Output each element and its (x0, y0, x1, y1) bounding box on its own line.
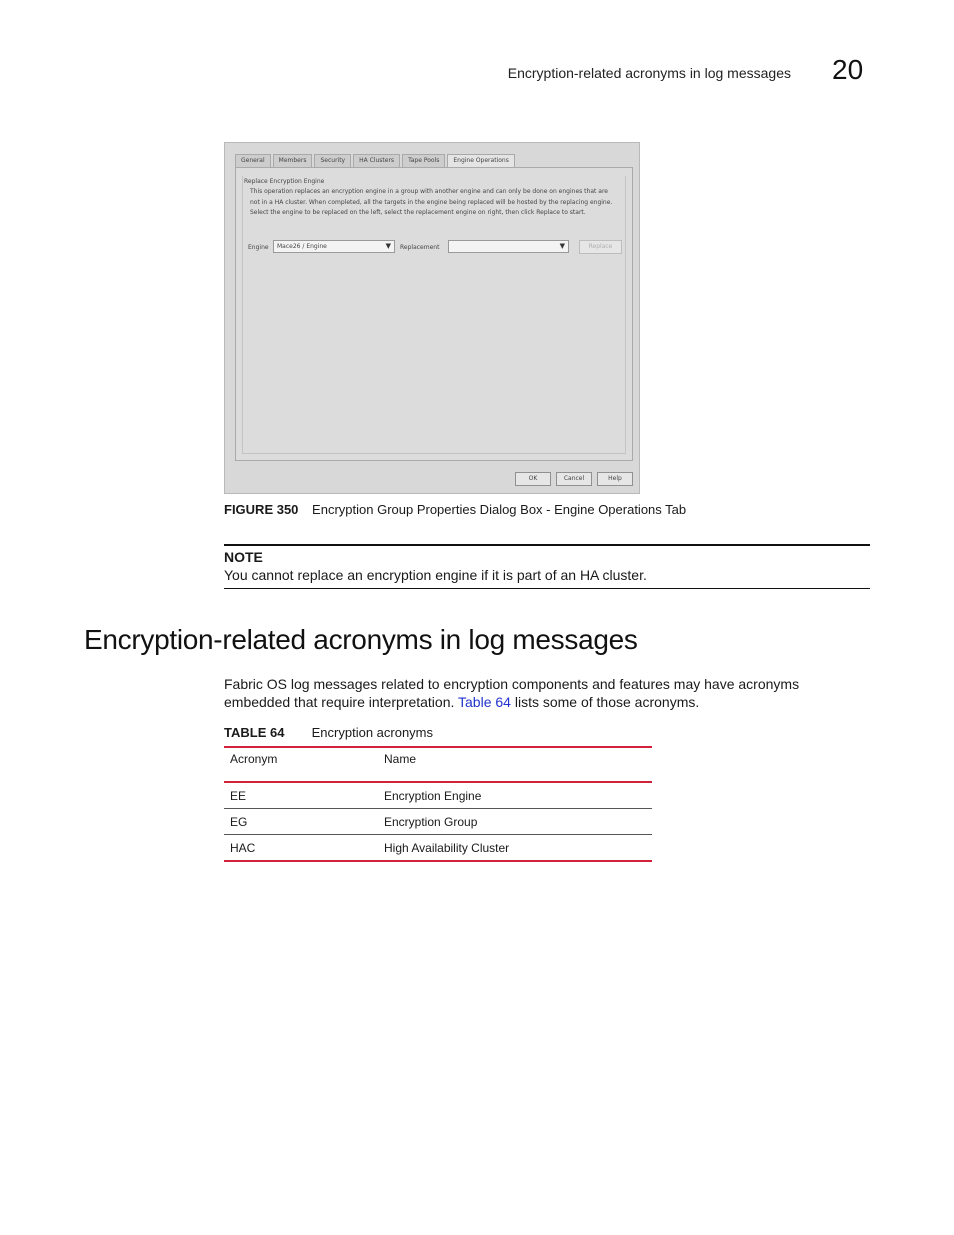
note-title: NOTE (224, 549, 263, 565)
note-top-rule (224, 544, 870, 546)
chapter-number: 20 (832, 54, 864, 85)
chevron-down-icon: ▼ (385, 242, 391, 250)
figure-label: FIGURE 350 (224, 502, 299, 517)
figure-caption (224, 502, 686, 517)
replacement-select[interactable] (448, 240, 569, 253)
replace-button[interactable]: Replace (579, 240, 622, 254)
engine-select[interactable] (273, 240, 395, 253)
chevron-down-icon: ▼ (559, 242, 565, 250)
table-row (224, 835, 652, 862)
group-title: Replace Encryption Engine (244, 178, 325, 185)
tab-security[interactable]: Security (314, 154, 351, 167)
figure-caption-text: Encryption Group Properties Dialog Box - Engine Operations Tab (312, 502, 687, 517)
dialog-tab-bar (235, 154, 517, 168)
operation-description: This operation replaces an encryption engine in a group with another engine and can only be done on engines that are not in a HA cluster. When completed, all the targets in the engine being replaced will be hosted by the replacing engine. Select the engine to be replaced on the left, select the replacement engine on right, then click Replace to start. (250, 188, 613, 216)
section-heading: Encryption-related acronyms in log messages (84, 624, 638, 655)
tab-members[interactable]: Members (273, 154, 313, 167)
cancel-button[interactable]: Cancel (556, 472, 592, 486)
note-text: You cannot replace an encryption engine if it is part of an HA cluster. (224, 567, 647, 583)
ok-button[interactable]: OK (515, 472, 551, 486)
tab-tape-pools[interactable]: Tape Pools (402, 154, 445, 167)
acronyms-table (224, 746, 652, 862)
engine-operations-panel (235, 167, 633, 461)
engine-operations-dialog-screenshot (224, 142, 640, 494)
body-text-end: lists some of those acronyms. (510, 694, 700, 710)
table-caption-text: Encryption acronyms (311, 725, 434, 740)
help-button[interactable]: Help (597, 472, 633, 486)
replacement-label: Replacement (400, 244, 440, 251)
table-header-row (224, 747, 652, 782)
tab-engine-operations[interactable]: Engine Operations (447, 154, 514, 168)
tab-ha-clusters[interactable]: HA Clusters (353, 154, 400, 167)
running-header-title: Encryption-related acronyms in log messages (507, 65, 791, 81)
table-caption (224, 725, 433, 740)
column-header-acronym: Acronym (230, 752, 278, 766)
table-label: TABLE 64 (224, 725, 285, 740)
name-cell: High Availability Cluster (378, 835, 652, 862)
engine-select-value: Mace26 / Engine (277, 243, 327, 250)
name-cell: Encryption Engine (378, 782, 652, 809)
acronym-cell: HAC (224, 835, 378, 862)
name-cell: Encryption Group (378, 809, 652, 835)
table-64-link[interactable]: Table 64 (458, 694, 511, 710)
table-row (224, 809, 652, 835)
table-row (224, 782, 652, 809)
tab-general[interactable]: General (235, 154, 271, 167)
engine-label: Engine (248, 244, 269, 251)
acronym-cell: EG (224, 809, 378, 835)
column-header-name: Name (384, 752, 417, 766)
acronym-cell: EE (224, 782, 378, 809)
section-body (224, 675, 844, 711)
body-text-start: Fabric OS log messages related to encryption components and features may have acronyms embedded that require interpretation. (224, 676, 800, 710)
note-bottom-rule (224, 588, 870, 589)
